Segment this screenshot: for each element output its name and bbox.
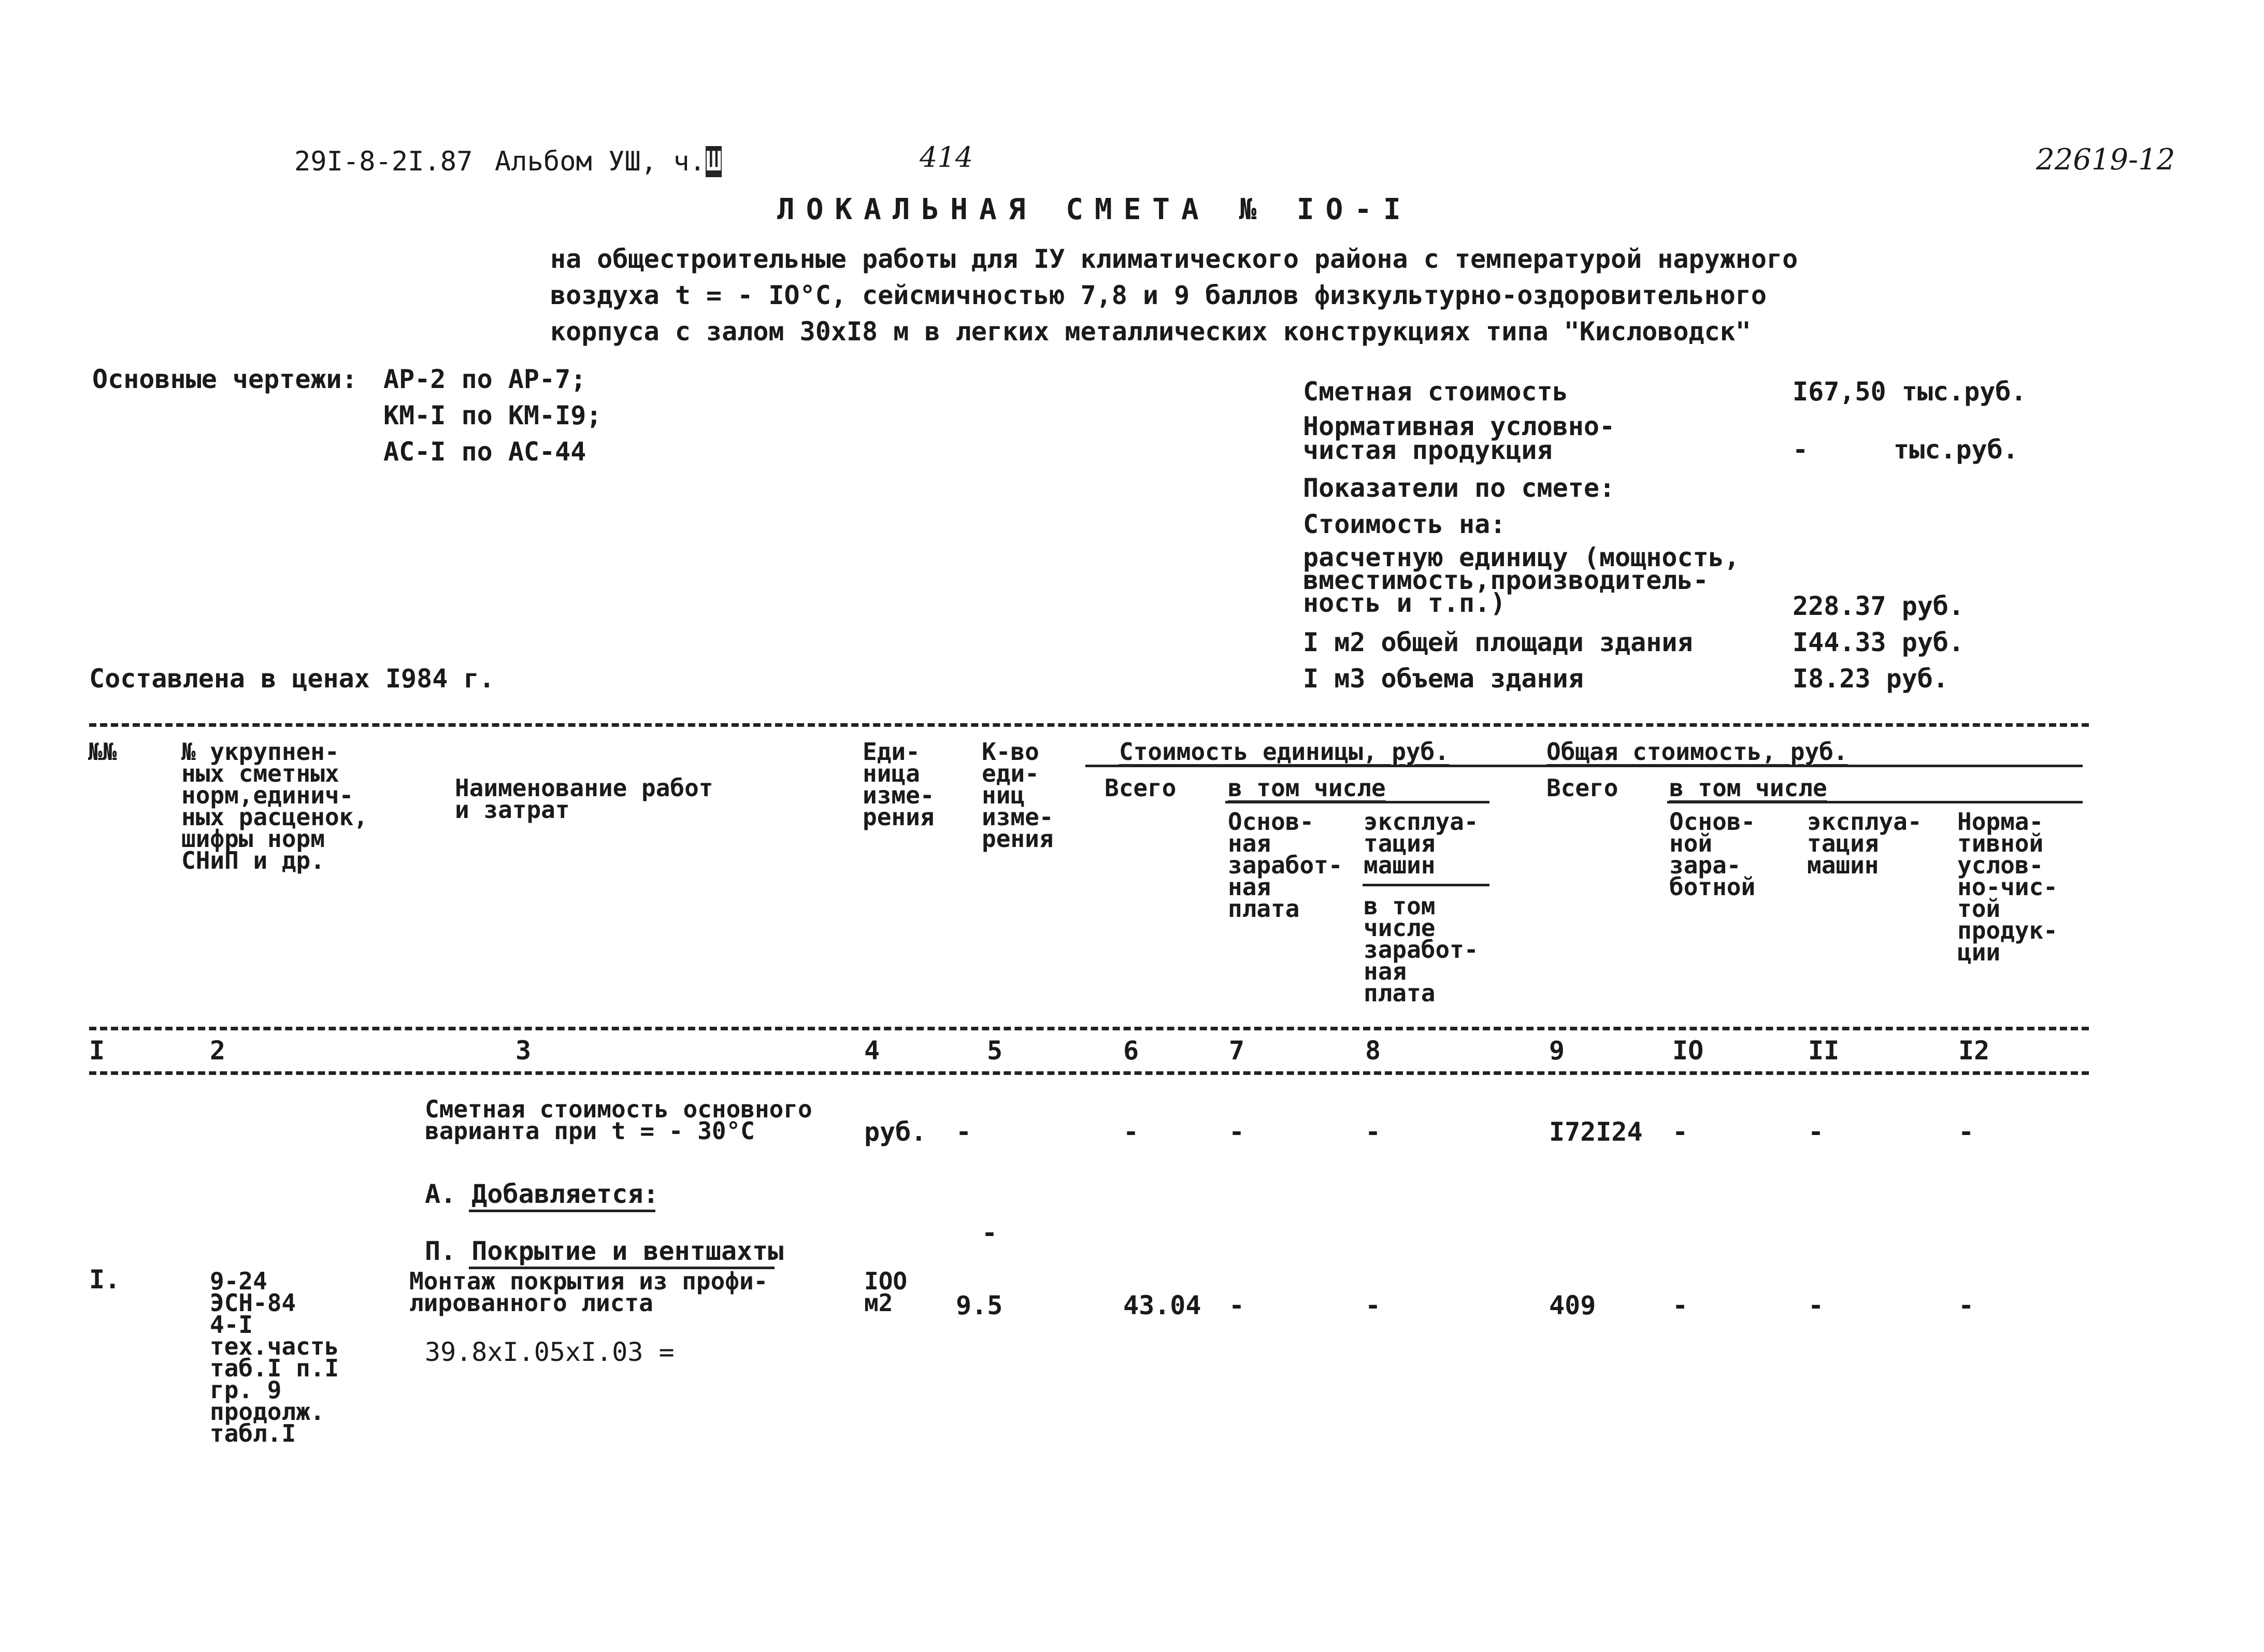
stray-dash: - (982, 1218, 998, 1248)
row-1-col-9: 409 (1549, 1290, 1596, 1320)
drawings-line-1: АР-2 по АР-7; (383, 364, 586, 394)
header-col-5: К-во еди- ниц изме- рения (982, 738, 1054, 853)
column-number-12: I2 (1958, 1036, 1990, 1066)
normative-dash: - (1793, 435, 1809, 465)
row-1-name: Монтаж покрытия из профи- лированного листа (409, 1267, 768, 1317)
unit-cost-rule (1085, 765, 1603, 767)
document-title: ЛОКАЛЬНАЯ СМЕТА № IO-I (777, 193, 1412, 226)
unit-breakdown-rule (1225, 801, 1489, 803)
table-top-rule (89, 723, 2089, 727)
column-number-10: IO (1672, 1036, 1704, 1066)
section-a-heading (425, 1179, 659, 1210)
base-row-unit: руб. (864, 1117, 927, 1147)
base-row-col-10: - (1672, 1117, 1688, 1147)
header-col-2: № укрупнен- ных сметных норм,единич- ных расценок, шифры норм СНиП и др. (181, 738, 368, 874)
cost-value: I67,50 тыс.руб. (1793, 377, 2027, 407)
base-row-col-9: I72I24 (1549, 1117, 1643, 1147)
album-part-mark: Ш (706, 146, 722, 177)
inventory-number: 22619-12 (2036, 143, 2175, 177)
column-numbers-bottom-rule (89, 1071, 2089, 1075)
header-col-8-wages: в том числе заработ- ная плата (1364, 892, 1479, 1007)
page-number: 414 (920, 141, 973, 174)
column-number-11: II (1808, 1036, 1840, 1066)
header-total-cost: Общая стоимость, руб. (1546, 738, 1848, 766)
column-number-7: 7 (1229, 1036, 1245, 1066)
header-col-12: Норма- тивной услов- но-чис- той продук- ции (1957, 808, 2058, 966)
header-col-4: Еди- ница изме- рения (863, 738, 935, 831)
column-number-4: 4 (864, 1036, 880, 1066)
row-1-unit: IOO м2 (864, 1267, 908, 1317)
base-row-col-6: - (1123, 1117, 1139, 1147)
drawings-label: Основные чертежи: (92, 364, 357, 394)
m2-cost-value: I44.33 руб. (1793, 627, 1965, 657)
header-col-6: Всего (1105, 774, 1177, 802)
header-col-7: Основ- ная заработ- ная плата (1228, 808, 1343, 923)
row-1-col-8: - (1365, 1290, 1381, 1320)
subtitle-line-3: корпуса с залом 30хI8 м в легких металлических конструкциях типа "Кисловодск" (550, 317, 1751, 347)
header-col-10: Основ- ной зара- ботной (1669, 808, 1756, 901)
normative-label: Нормативная условно- чистая продукция (1303, 411, 1615, 465)
column-number-9: 9 (1549, 1036, 1565, 1066)
unit-cost-label: расчетную единицу (мощность, вместимость,производитель- ность и т.п.) (1303, 542, 1740, 618)
cost-label: Сметная стоимость (1303, 377, 1568, 407)
cost-per-label: Стоимость на: (1303, 509, 1506, 539)
column-number-3: 3 (515, 1036, 532, 1066)
header-unit-breakdown: в том числе (1228, 774, 1386, 802)
subtitle-line-1: на общестроительные работы для IУ климатического района с температурой наружного (550, 244, 1798, 274)
base-row-col-11: - (1808, 1117, 1824, 1147)
section-a-text: А. Добавляется: (425, 1179, 659, 1209)
row-1-code: 9-24 ЭСН-84 4-I тех.часть таб.I п.I гр. 9 продолж. табл.I (210, 1267, 339, 1447)
base-row-col-12: - (1958, 1117, 1974, 1147)
column-number-5: 5 (987, 1036, 1003, 1066)
base-row-col-7: - (1229, 1117, 1245, 1147)
column-number-1: I (89, 1036, 105, 1066)
subtitle-line-2: воздуха t = - IO°C, сейсмичностью 7,8 и 9 баллов физкультурно-оздоровительного (550, 280, 1767, 310)
prices-note: Составлена в ценах I984 г. (89, 664, 495, 694)
document-code: 29I-8-2I.87 (294, 146, 473, 177)
unit-cost-value: 228.37 руб. (1793, 591, 1965, 621)
section-2-heading: П. Покрытие и вентшахты (425, 1236, 784, 1266)
section-a-rule (469, 1210, 655, 1212)
total-breakdown-rule (1667, 801, 2083, 803)
row-1-number: I. (89, 1265, 121, 1295)
machines-rule (1363, 884, 1489, 886)
base-row-name: Сметная стоимость основного варианта при t = - 30°C (425, 1095, 812, 1145)
header-col-11: эксплуа- тация машин (1807, 808, 1922, 879)
album-text: Альбом УШ, ч. (495, 146, 706, 177)
column-number-2: 2 (210, 1036, 226, 1066)
header-col-9: Всего (1546, 774, 1618, 802)
column-number-6: 6 (1123, 1036, 1139, 1066)
indicators-label: Показатели по смете: (1303, 473, 1615, 503)
base-row-col-5: - (956, 1117, 972, 1147)
column-number-8: 8 (1365, 1036, 1381, 1066)
header-col-1: №№ (88, 738, 117, 766)
row-1-col-11: - (1808, 1290, 1824, 1320)
row-1-formula: 39.8хI.05хI.03 = (425, 1337, 675, 1367)
header-total-breakdown: в том числе (1669, 774, 1827, 802)
normative-unit: тыс.руб. (1894, 435, 2018, 465)
m2-cost-label: I м2 общей площади здания (1303, 627, 1693, 657)
m3-cost-value: I8.23 руб. (1793, 664, 1949, 694)
row-1-col-7: - (1229, 1290, 1245, 1320)
header-col-3: Наименование работ и затрат (455, 774, 713, 824)
base-row-col-8: - (1365, 1117, 1381, 1147)
row-1-col-12: - (1958, 1290, 1974, 1320)
row-1-col-10: - (1672, 1290, 1688, 1320)
header-unit-cost: Стоимость единицы, руб. (1119, 738, 1449, 766)
row-1-col-6: 43.04 (1123, 1290, 1201, 1320)
m3-cost-label: I м3 объема здания (1303, 664, 1584, 694)
total-cost-rule (1544, 765, 2083, 767)
column-numbers-top-rule (89, 1027, 2089, 1030)
row-1-quantity: 9.5 (956, 1290, 1003, 1320)
drawings-line-2: КМ-I по КМ-I9; (383, 400, 602, 430)
drawings-line-3: АС-I по АС-44 (383, 437, 586, 467)
header-col-8-machines: эксплуа- тация машин (1364, 808, 1479, 879)
album-label (495, 146, 722, 177)
